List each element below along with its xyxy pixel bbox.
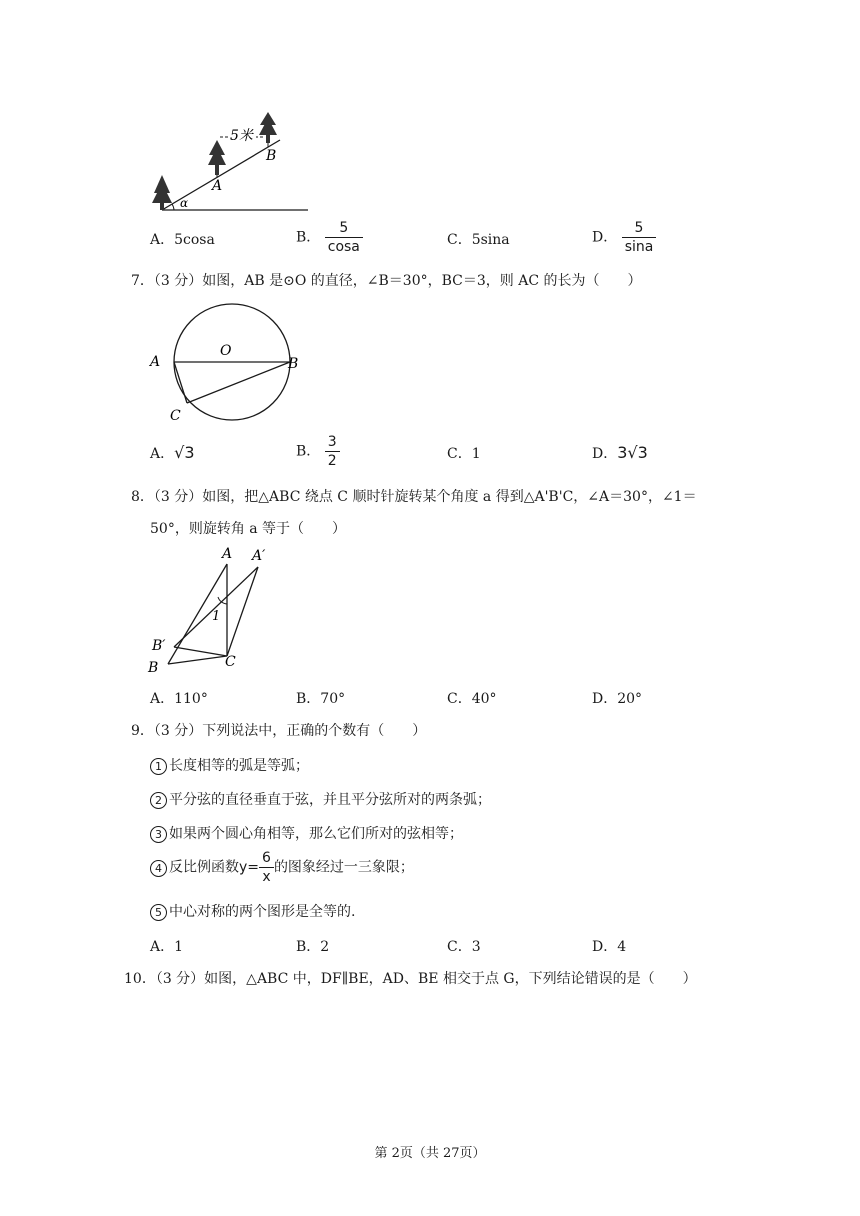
point-label-a: A	[150, 354, 161, 370]
q8-text-line1: 8．（3 分）如图，把△ABC 绕点 C 顺时针旋转某个角度 a 得到△A'B'C，∠A＝30°，∠1＝	[131, 489, 697, 505]
q9-option-d[interactable]: D．4	[592, 939, 627, 955]
q6-option-d[interactable]: D． $\frac{5}{\sin a}$	[592, 220, 656, 255]
circled-number: 2	[150, 792, 167, 809]
circled-number: 4	[150, 860, 167, 877]
q6-option-b[interactable]: B． $\frac{5}{\cos a}$	[296, 220, 363, 255]
point-label-a: A	[222, 546, 233, 562]
circle-figure	[140, 300, 310, 430]
q8-option-c[interactable]: C．40°	[447, 691, 497, 707]
fraction: $\frac{3}{2}$	[325, 434, 340, 469]
q9-statement-5: 5 中心对称的两个图形是全等的.	[150, 901, 355, 921]
slope-figure	[140, 105, 320, 220]
point-label-b-prime: B′	[152, 638, 166, 654]
q7-option-b[interactable]: B． $\frac{3}{2}$	[296, 434, 340, 469]
circled-number: 5	[150, 904, 167, 921]
q9-option-c[interactable]: C．3	[447, 939, 481, 955]
point-label-c: C	[170, 408, 181, 424]
q8-text-line2: 50°，则旋转角 a 等于（ ）	[150, 521, 347, 537]
fraction: $\frac{6}{x}$	[259, 850, 274, 885]
q8-option-b[interactable]: B．70°	[296, 691, 346, 707]
center-label-o: O	[220, 343, 232, 359]
point-label-b: B	[288, 356, 299, 372]
distance-label: 5米	[230, 128, 253, 144]
angle-alpha-label: α	[180, 196, 189, 210]
point-label-b: B	[266, 148, 277, 164]
q6-option-a[interactable]: A．5cosa	[150, 232, 215, 248]
fraction: $\frac{5}{\cos a}$	[325, 220, 363, 255]
q10-text: 10．（3 分）如图，△ABC 中，DF∥BE，AD、BE 相交于点 G，下列结论错误的是（ ）	[124, 971, 697, 987]
q9-option-a[interactable]: A．1	[150, 939, 184, 955]
rotation-figure	[140, 542, 280, 677]
q7-option-d[interactable]: D．3√3	[592, 443, 648, 462]
q9-statement-2: 2 平分弦的直径垂直于弦，并且平分弦所对的两条弧；	[150, 789, 491, 809]
point-label-a: A	[212, 178, 223, 194]
q9-statement-1: 1 长度相等的弧是等弧；	[150, 755, 309, 775]
q7-option-c[interactable]: C．1	[447, 446, 481, 462]
fraction: $\frac{5}{\sin a}$	[622, 220, 657, 255]
point-label-b: B	[148, 660, 159, 676]
q7-text: 7．（3 分）如图，AB 是⊙O 的直径，∠B＝30°，BC＝3，则 AC 的长为（ ）	[131, 273, 642, 289]
q9-statement-4: 4 反比例函数y= $\frac{6}{x}$ 的图象经过一三象限；	[150, 850, 414, 885]
q7-option-a[interactable]: A．√3	[150, 443, 195, 462]
q6-option-c[interactable]: C．5sina	[447, 232, 510, 248]
circled-number: 1	[150, 758, 167, 775]
q8-option-a[interactable]: A．110°	[150, 691, 208, 707]
angle-1-label: 1	[212, 609, 221, 624]
q8-option-d[interactable]: D．20°	[592, 691, 643, 707]
q9-option-b[interactable]: B．2	[296, 939, 330, 955]
point-label-c: C	[225, 654, 236, 670]
q9-statement-3: 3 如果两个圆心角相等，那么它们所对的弦相等；	[150, 823, 463, 843]
page-footer: 第 2页（共 27页）	[374, 1146, 486, 1161]
point-label-a-prime: A′	[252, 548, 266, 564]
q9-text: 9．（3 分）下列说法中，正确的个数有（ ）	[131, 723, 427, 739]
circled-number: 3	[150, 826, 167, 843]
